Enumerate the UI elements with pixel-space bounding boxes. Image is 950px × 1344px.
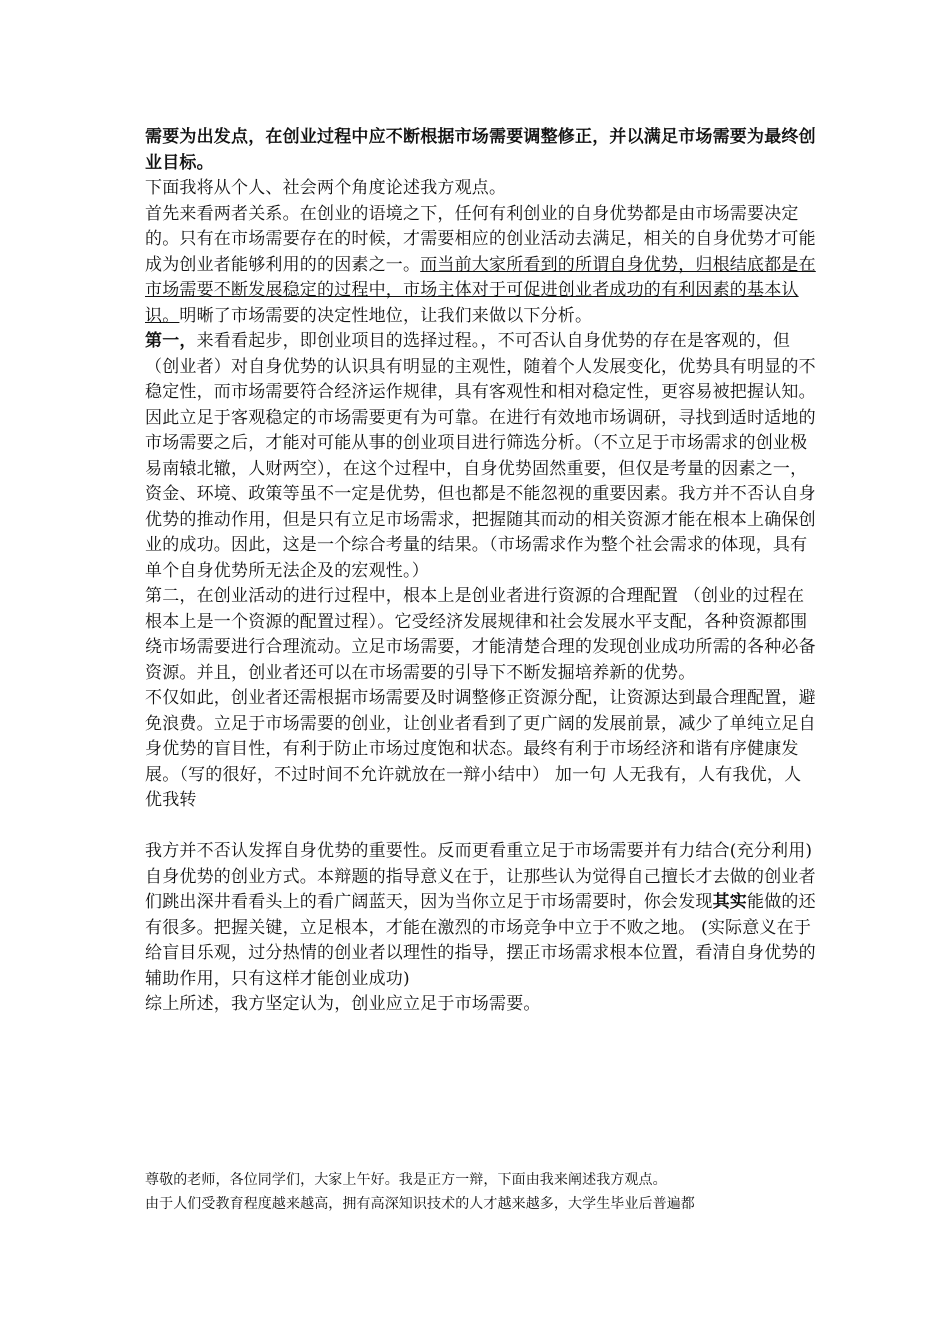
first-point-paragraph — [145, 329, 817, 584]
first-point-label: 第一， — [145, 331, 197, 351]
significance-before: 我方并不否认发挥自身优势的重要性。反而更看重立足于市场需要并有力结合(充分利用)自身优势的创业方式。本辩题的指导意义在于，让那些认为觉得自己擅长才去做的创业者们跳出深井看看头上的看广阔蓝天，因为当你立足于市场需要时，你会发现 — [145, 841, 816, 912]
second-point-paragraph: 第二，在创业活动的进行过程中，根本上是创业者进行资源的合理配置 （创业的过程在根本上是一个资源的配置过程）。它受经济发展规律和社会发展水平支配，各种资源都围绕市场需要进行合理流动。立足市场需要，才能清楚合理的发现创业成功所需的各种必备资源。并且，创业者还可以在市场需要的引导下不断发掘培养新的优势。 — [145, 586, 816, 683]
relation-tail: 明晰了市场需要的决定性地位，让我们来做以下分析。 — [179, 305, 593, 326]
opening-line-2: 由于人们受教育程度越来越高，拥有高深知识技术的人才越来越多，大学生毕业后普遍都 — [145, 1196, 695, 1212]
significance-paragraph — [145, 839, 817, 992]
relation-underlined: 而当前大家所看到的所谓自身优势，归根结底都是在市场需要不断发展稳定的过程中，市场主体对于可促进创业者成功的有利因素的基本认识。 — [145, 254, 816, 326]
relation-lead: 首先来看两者关系。在创业的语境之下，任何有利创业的自身优势都是由市场需要决定的。只有在市场需要存在的时候，才需要相应的创业活动去满足，相关的自身优势才可能成为创业者能够利用的的因素之一。 — [145, 203, 816, 275]
blank-line — [145, 814, 817, 840]
first-point-text: 来看看起步，即创业项目的选择过程。，不可否认自身优势的存在是客观的，但（创业者）对自身优势的认识具有明显的主观性，随着个人发展变化，优势具有明显的不稳定性，而市场需要符合经济运作规律，具有客观性和相对稳定性，更容易被把握认知。因此立足于客观稳定的市场需要更有为可靠。在进行有效地市场调研，寻找到适时适地的市场需要之后，才能对可能从事的创业项目进行筛选分析。（不立足于市场需求的创业极易南辕北辙，人财两空），在这个过程中，自身优势固然重要，但仅是考量的因素之一，资金、环境、政策等虽不一定是优势，但也都是不能忽视的重要因素。我方并不否认自身优势的推动作用，但是只有立足市场需求，把握随其而动的相关资源才能在根本上确保创业的成功。因此，这是一个综合考量的结果。（市场需求作为整个社会需求的体现，具有单个自身优势所无法企及的宏观性。） — [145, 331, 816, 581]
intro-bold-paragraph: 需要为出发点，在创业过程中应不断根据市场需要调整修正，并以满足市场需要为最终创业目标。 — [145, 127, 816, 173]
outline-paragraph: 下面我将从个人、社会两个角度论述我方观点。 — [145, 178, 507, 198]
significance-after: 能做的还有很多。把握关键，立足根本，才能在激烈的市场竞争中立于不败之地。 (实际意义在于给盲目乐观，过分热情的创业者以理性的指导，摆正市场需求根本位置，看清自身优势的辅助作用，只有这样才能创业成功) — [145, 892, 816, 989]
opening-line-1: 尊敬的老师，各位同学们，大家上午好。我是正方一辩，下面由我来阐述我方观点。 — [145, 1172, 667, 1188]
opening-speech — [145, 1168, 825, 1216]
relation-paragraph — [145, 202, 817, 330]
more-paragraph: 不仅如此，创业者还需根据市场需要及时调整修正资源分配，让资源达到最合理配置，避免浪费。立足于市场需要的创业，让创业者看到了更广阔的发展前景，减少了单纯立足自身优势的盲目性，有利于防止市场过度饱和状态。最终有利于市场经济和谐有序健康发展。（写的很好，不过时间不允许就放在一辩小结中） 加一句 人无我有，人有我优，人优我转 — [145, 688, 816, 810]
significance-bold: 其实 — [712, 892, 748, 912]
conclusion-paragraph: 综上所述，我方坚定认为，创业应立足于市场需要。 — [145, 994, 541, 1014]
main-body — [145, 125, 817, 1018]
